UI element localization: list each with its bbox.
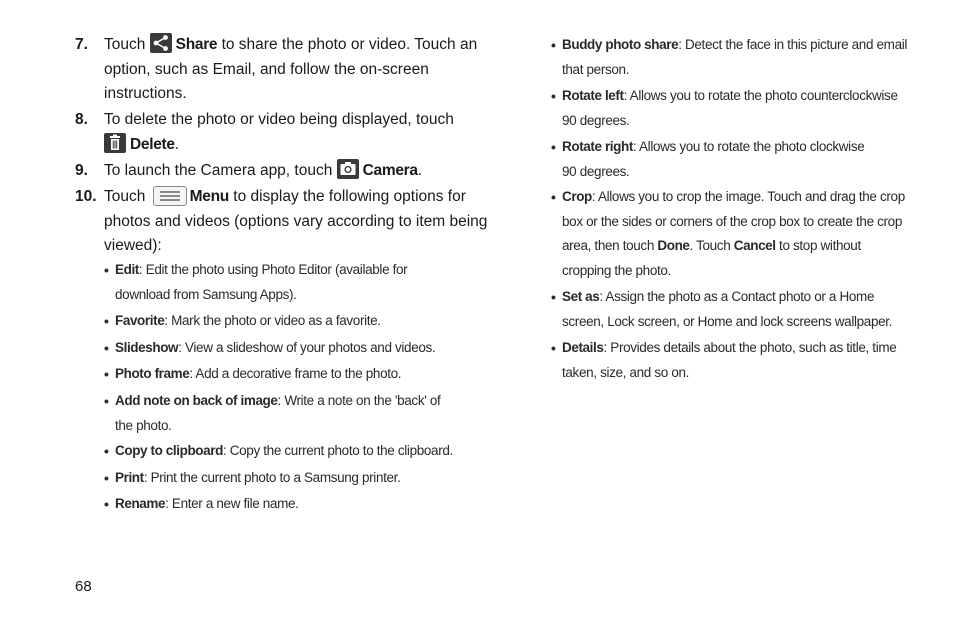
delete-label: Delete <box>130 135 175 153</box>
bullet-desc: : Edit the photo using Photo Editor (available for download from Samsung Apps). <box>115 262 408 302</box>
step-text: To delete the photo or video being displayed, touch <box>104 111 454 128</box>
share-icon <box>150 33 172 53</box>
bullet-dot: • <box>104 470 109 486</box>
step-10 <box>75 185 495 259</box>
bullet-edit <box>104 258 454 307</box>
bullet-desc: : Allows you to rotate the photo clockwise 90 degrees. <box>562 139 865 179</box>
done-label: Done <box>657 238 690 253</box>
bullet-term: Copy to clipboard <box>115 443 223 458</box>
bullet-desc: : Enter a new file name. <box>165 496 299 511</box>
bullet-dot: • <box>104 496 109 512</box>
bullet-term: Edit <box>115 262 139 277</box>
bullet-photo-frame <box>104 362 484 387</box>
bullet-rotate-right <box>551 135 881 184</box>
bullet-term: Buddy photo share <box>562 37 679 52</box>
bullet-set-as <box>551 285 911 334</box>
bullet-dot: • <box>104 366 109 382</box>
bullet-term: Photo frame <box>115 366 190 381</box>
bullet-add-note <box>104 389 444 438</box>
bullet-dot: • <box>104 393 109 409</box>
bullet-term: Add note on back of image <box>115 393 278 408</box>
bullet-dot: • <box>551 340 556 356</box>
cancel-label: Cancel <box>733 238 776 253</box>
bullet-dot: • <box>104 443 109 459</box>
step-number: 10. <box>75 188 97 205</box>
step-text: To launch the Camera app, touch <box>104 162 337 179</box>
bullet-desc: : Mark the photo or video as a favorite. <box>164 313 381 328</box>
step-number: 9. <box>75 162 88 179</box>
bullet-dot: • <box>104 262 109 278</box>
page-number: 68 <box>75 578 92 595</box>
share-label: Share <box>175 36 218 53</box>
bullet-dot: • <box>551 88 556 104</box>
bullet-desc: : Copy the current photo to the clipboard. <box>222 443 453 458</box>
step-text: to share the photo or video. Touch an option, such as Email, and follow the on-screen instructions. <box>104 36 478 102</box>
bullet-desc: to stop without cropping the photo. <box>562 238 861 278</box>
step-text: Touch <box>104 188 150 205</box>
menu-icon <box>153 186 187 206</box>
bullet-dot: • <box>104 313 109 329</box>
bullet-dot: • <box>551 289 556 305</box>
bullet-term: Details <box>562 340 604 355</box>
bullet-term: Crop <box>562 189 592 204</box>
bullet-desc: : Write a note on the 'back' of the photo. <box>115 393 441 433</box>
bullet-favorite <box>104 309 474 334</box>
step-text: . <box>417 162 423 179</box>
bullet-term: Rotate right <box>562 139 633 154</box>
bullet-desc: : Provides details about the photo, such as title, time taken, size, and so on. <box>562 340 897 380</box>
bullet-term: Rename <box>115 496 166 511</box>
bullet-dot: • <box>551 189 556 205</box>
bullet-copy-to-clipboard <box>104 439 484 464</box>
bullet-desc: : Allows you to crop the image. Touch and drag the crop box or the sides or corners of the crop box to create the crop area, then touch <box>562 189 905 253</box>
step-9 <box>75 159 495 184</box>
bullet-term: Slideshow <box>115 340 179 355</box>
bullet-crop <box>551 185 911 283</box>
camera-icon <box>337 159 359 179</box>
menu-label: Menu <box>189 188 229 205</box>
bullet-slideshow <box>104 336 484 361</box>
bullet-term: Favorite <box>115 313 165 328</box>
bullet-print <box>104 466 484 491</box>
bullet-term: Rotate left <box>562 88 624 103</box>
bullet-desc: : Print the current photo to a Samsung printer. <box>143 470 401 485</box>
step-text: . <box>174 135 180 153</box>
bullet-term: Print <box>115 470 144 485</box>
camera-label: Camera <box>362 162 418 179</box>
bullet-dot: • <box>104 340 109 356</box>
bullet-desc: : Assign the photo as a Contact photo or a Home screen, Lock screen, or Home and lock screens wallpaper. <box>562 289 893 329</box>
bullet-rotate-left <box>551 84 911 133</box>
step-text: to display the following options for photos and videos (options vary according to item being viewed): <box>104 188 488 254</box>
bullet-desc: : Detect the face in this picture and email that person. <box>562 37 908 77</box>
step-text: Touch <box>104 36 150 53</box>
step-8 <box>75 108 495 157</box>
step-7 <box>75 33 495 107</box>
bullet-details <box>551 336 901 385</box>
bullet-desc: : Allows you to rotate the photo counterclockwise 90 degrees. <box>562 88 898 128</box>
bullet-desc: : Add a decorative frame to the photo. <box>189 366 402 381</box>
bullet-desc: . Touch <box>689 238 734 253</box>
bullet-dot: • <box>551 37 556 53</box>
step-number: 7. <box>75 36 88 53</box>
bullet-term: Set as <box>562 289 600 304</box>
trash-icon <box>104 133 126 153</box>
step-number: 8. <box>75 111 88 128</box>
bullet-buddy-photo-share <box>551 33 911 82</box>
bullet-desc: : View a slideshow of your photos and videos. <box>178 340 436 355</box>
bullet-dot: • <box>551 139 556 155</box>
bullet-rename <box>104 492 484 517</box>
